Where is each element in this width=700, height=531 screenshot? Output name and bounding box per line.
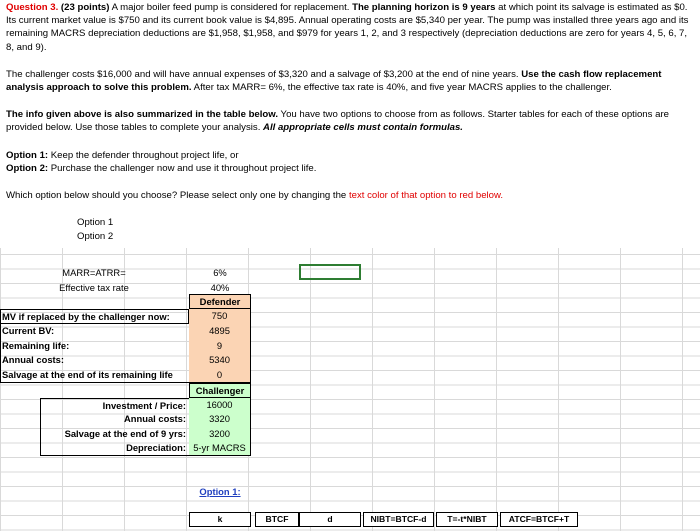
challenger-label: Investment / Price: <box>40 398 189 413</box>
defender-value[interactable]: 5340 <box>189 353 251 368</box>
instructions-text: You have two options to choose from as follows. Starter tables for each of these options are provided below. Use those tables to complete your analysis. <box>6 109 669 134</box>
choice-option-1[interactable]: Option 1 <box>77 217 114 228</box>
choose-red-text: text color of that option to red below. <box>348 190 504 201</box>
table-header-tax[interactable]: T=-t*NIBT <box>436 512 498 527</box>
tax-rate-label: Effective tax rate <box>59 282 129 293</box>
challenger-value[interactable]: 3320 <box>189 412 251 427</box>
challenger-header[interactable]: Challenger <box>189 383 251 398</box>
table-header-k[interactable]: k <box>189 512 251 527</box>
question-label: Question 3. <box>6 2 59 13</box>
table-header-d[interactable]: d <box>299 512 361 527</box>
challenger-value[interactable]: 16000 <box>189 398 251 413</box>
challenger-label: Annual costs: <box>40 412 189 427</box>
question-textbox <box>0 0 700 248</box>
table-header-atcf[interactable]: ATCF=BTCF+T <box>500 512 578 527</box>
choice-option-2[interactable]: Option 2 <box>77 231 114 242</box>
table-header-nibt[interactable]: NIBT=BTCF-d <box>363 512 434 527</box>
selected-cell[interactable] <box>299 264 361 280</box>
defender-value[interactable]: 9 <box>189 339 251 354</box>
option-2-label: Option 2: <box>6 163 49 174</box>
question-text: at which point its salvage is estimated as $0. Its current market value is $750 and its current book value is $4,895. Annual operating costs are $5,340 per year. The pump was installed three years ago and its remaining MACRS depreciation deductions are $1,958, $1,958, and $979 for years 1, 2, and 3 respectively (depreciation deductions are zero for years 4, 5, 6, 7, 8, and 9). <box>6 2 689 53</box>
marr-label: MARR=ATRR= <box>62 267 126 278</box>
challenger-value[interactable]: 3200 <box>189 427 251 442</box>
defender-value[interactable]: 750 <box>189 309 251 324</box>
option-2-description <box>6 162 694 175</box>
option-2-text: Purchase the challenger now and use it throughout project life. <box>48 163 317 174</box>
approach-text: Use the cash flow replacement analysis approach to solve this problem. <box>6 69 662 94</box>
marr-text: After tax MARR= 6%, the effective tax rate is 40%, and five year MACRS applies to the challenger. <box>191 82 612 94</box>
question-paragraph-3 <box>6 108 694 134</box>
option-1-text: Keep the defender throughout project life, or <box>48 150 239 161</box>
table-header-btcf[interactable]: BTCF <box>255 512 299 527</box>
option-1-label: Option 1: <box>6 150 49 161</box>
choose-text: Which option below should you choose? Please select only one by changing the <box>6 190 349 201</box>
defender-label: Annual costs: <box>0 353 189 368</box>
defender-label: MV if replaced by the challenger now: <box>0 309 189 324</box>
defender-label: Current BV: <box>0 324 189 339</box>
option-1-link[interactable]: Option 1: <box>199 486 241 497</box>
tax-rate-value[interactable]: 40% <box>210 282 230 293</box>
challenger-label: Depreciation: <box>40 441 189 456</box>
question-paragraph-2 <box>6 68 694 94</box>
summary-text: The info given above is also summarized in the table below. <box>6 109 279 120</box>
planning-horizon-text: The planning horizon is 9 years <box>352 2 496 13</box>
marr-value[interactable]: 6% <box>213 267 227 278</box>
defender-value[interactable]: 0 <box>189 368 251 383</box>
defender-label: Salvage at the end of its remaining life <box>0 368 189 383</box>
choose-prompt <box>6 189 694 202</box>
challenger-label: Salvage at the end of 9 yrs: <box>40 427 189 442</box>
challenger-text: The challenger costs $16,000 and will have annual expenses of $3,320 and a salvage of $3,200 at the end of nine years. <box>6 69 522 80</box>
question-text: A major boiler feed pump is considered for replacement. <box>109 2 353 13</box>
question-paragraph-1 <box>6 1 694 54</box>
defender-value[interactable]: 4895 <box>189 324 251 339</box>
defender-label: Remaining life: <box>0 339 189 354</box>
option-1-description <box>6 149 694 162</box>
defender-header[interactable]: Defender <box>189 294 251 309</box>
formulas-note: All appropriate cells must contain formulas. <box>263 122 463 134</box>
question-points: (23 points) <box>60 2 110 13</box>
challenger-value[interactable]: 5-yr MACRS <box>189 441 251 456</box>
